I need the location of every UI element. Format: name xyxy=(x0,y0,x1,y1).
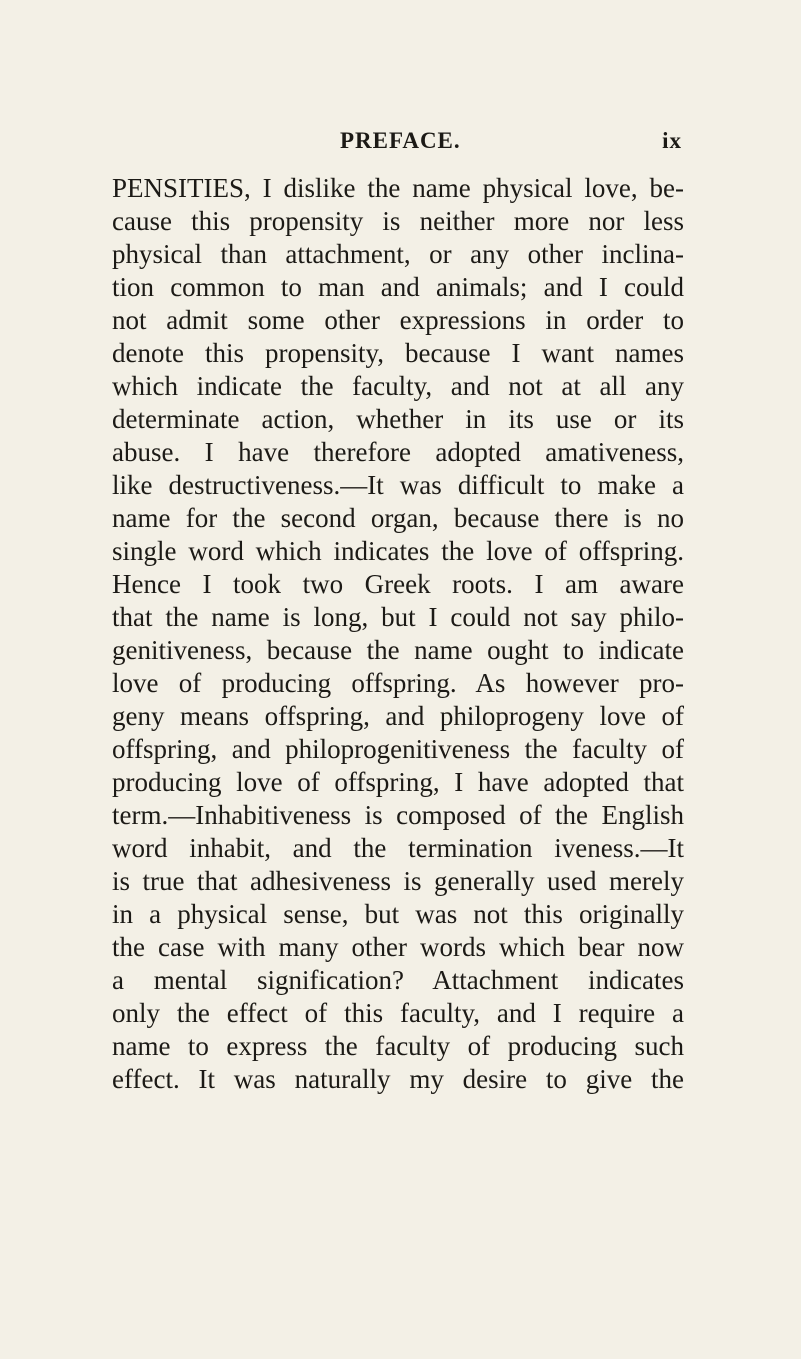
text-line: geny means offspring, and philoprogeny love of xyxy=(112,701,684,731)
running-head-title: PREFACE. xyxy=(340,128,461,153)
text-line: which indicate the faculty, and not at all any xyxy=(112,371,684,401)
text-line: in a physical sense, but was not this originally xyxy=(112,899,684,929)
text-line: determinate action, whether in its use or its xyxy=(112,404,684,434)
text-line: love of producing offspring. As however pro- xyxy=(112,668,684,698)
body-text xyxy=(112,172,684,1096)
text-line: the case with many other words which bear now xyxy=(112,932,684,962)
text-line: a mental signification? Attachment indicates xyxy=(112,965,684,995)
text-line: denote this propensity, because I want names xyxy=(112,338,684,368)
text-line: name for the second organ, because there is no xyxy=(112,503,684,533)
text-line: like destructiveness.—It was difficult to make a xyxy=(112,470,684,500)
text-line: only the effect of this faculty, and I require a xyxy=(112,998,684,1028)
text-line: Hence I took two Greek roots. I am aware xyxy=(112,569,684,599)
text-line: name to express the faculty of producing such xyxy=(112,1031,684,1061)
text-line: term.—Inhabitiveness is composed of the English xyxy=(112,800,684,830)
text-line: that the name is long, but I could not say philo- xyxy=(112,602,684,632)
text-line: producing love of offspring, I have adopted that xyxy=(112,767,684,797)
text-line: single word which indicates the love of offspring. xyxy=(112,536,684,566)
text-line: not admit some other expressions in order to xyxy=(112,305,684,335)
text-line: genitiveness, because the name ought to indicate xyxy=(112,635,684,665)
text-line: cause this propensity is neither more nor less xyxy=(112,206,684,236)
text-line: is true that adhesiveness is generally used merely xyxy=(112,866,684,896)
page-number: ix xyxy=(662,128,682,153)
text-line: effect. It was naturally my desire to give the xyxy=(112,1064,684,1094)
running-head xyxy=(290,128,690,168)
text-line: tion common to man and animals; and I could xyxy=(112,272,684,302)
text-line: PENSITIES, I dislike the name physical love, be- xyxy=(112,173,684,203)
text-line: word inhabit, and the termination iveness.—It xyxy=(112,833,684,863)
text-line: offspring, and philoprogenitiveness the faculty of xyxy=(112,734,684,764)
text-line: abuse. I have therefore adopted amativeness, xyxy=(112,437,684,467)
text-line: physical than attachment, or any other inclina- xyxy=(112,239,684,269)
